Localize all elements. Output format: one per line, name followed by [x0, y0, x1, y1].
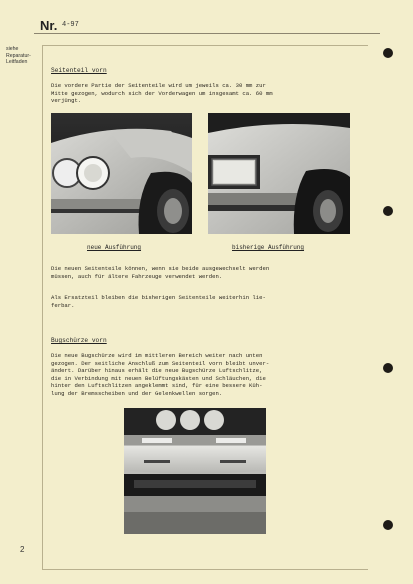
side-note-line: Leitfaden — [6, 59, 28, 66]
section-text: Die vordere Partie der Seitenteile wird um jeweils ca. 30 mm zur Mitte gezogen, wodurch sich der Vorderwagen um insgesamt ca. 60 mm verjüngt. — [51, 82, 273, 105]
punch-hole — [383, 363, 393, 373]
header-rule — [34, 33, 380, 34]
car-front-new-photo — [51, 113, 192, 234]
front-apron-photo — [124, 408, 266, 534]
section-text: Als Ersatzteil bleiben die bisherigen Seitenteile weiterhin lie- ferbar. — [51, 294, 266, 309]
photo-new-version — [51, 113, 192, 234]
section-heading-seitenteil: Seitenteil vorn — [51, 67, 107, 74]
caption-new-version: neue Ausführung — [87, 244, 142, 251]
section-heading-bugschuerze: Bugschürze vorn — [51, 337, 107, 344]
document-number-label: Nr. — [40, 18, 58, 33]
punch-hole — [383, 520, 393, 530]
photo-front-apron — [124, 408, 266, 534]
section-text: Die neue Bugschürze wird im mittleren Bereich weiter nach unten gezogen. Der seitliche Anschluß zum Seitenteil vorn bleibt unver- ändert. Darüber hinaus erhält die neue Bugschürze Luftschlitze, die in Verbindung mit neuen Belüftungskästen und Schläuchen, die hinter den Luftschlitzen angeklemmt sind, für eine bessere Küh- lung der Bremsscheiben und der Gelenkwellen sorgen. — [51, 352, 270, 397]
document-number-value: 4-97 — [62, 21, 79, 29]
section-text: Die neuen Seitenteile können, wenn sie beide ausgewechselt werden müssen, auch für ältere Fahrzeuge verwendet werden. — [51, 265, 270, 280]
side-note-line: siehe — [6, 46, 19, 52]
side-note-line: Reparatur- — [6, 52, 31, 59]
side-note — [6, 46, 31, 66]
photo-old-version — [208, 113, 350, 234]
punch-hole — [383, 206, 393, 216]
caption-old-version: bisherige Ausführung — [232, 244, 305, 251]
page-number: 2 — [20, 545, 25, 554]
punch-hole — [383, 48, 393, 58]
car-front-old-photo — [208, 113, 350, 234]
